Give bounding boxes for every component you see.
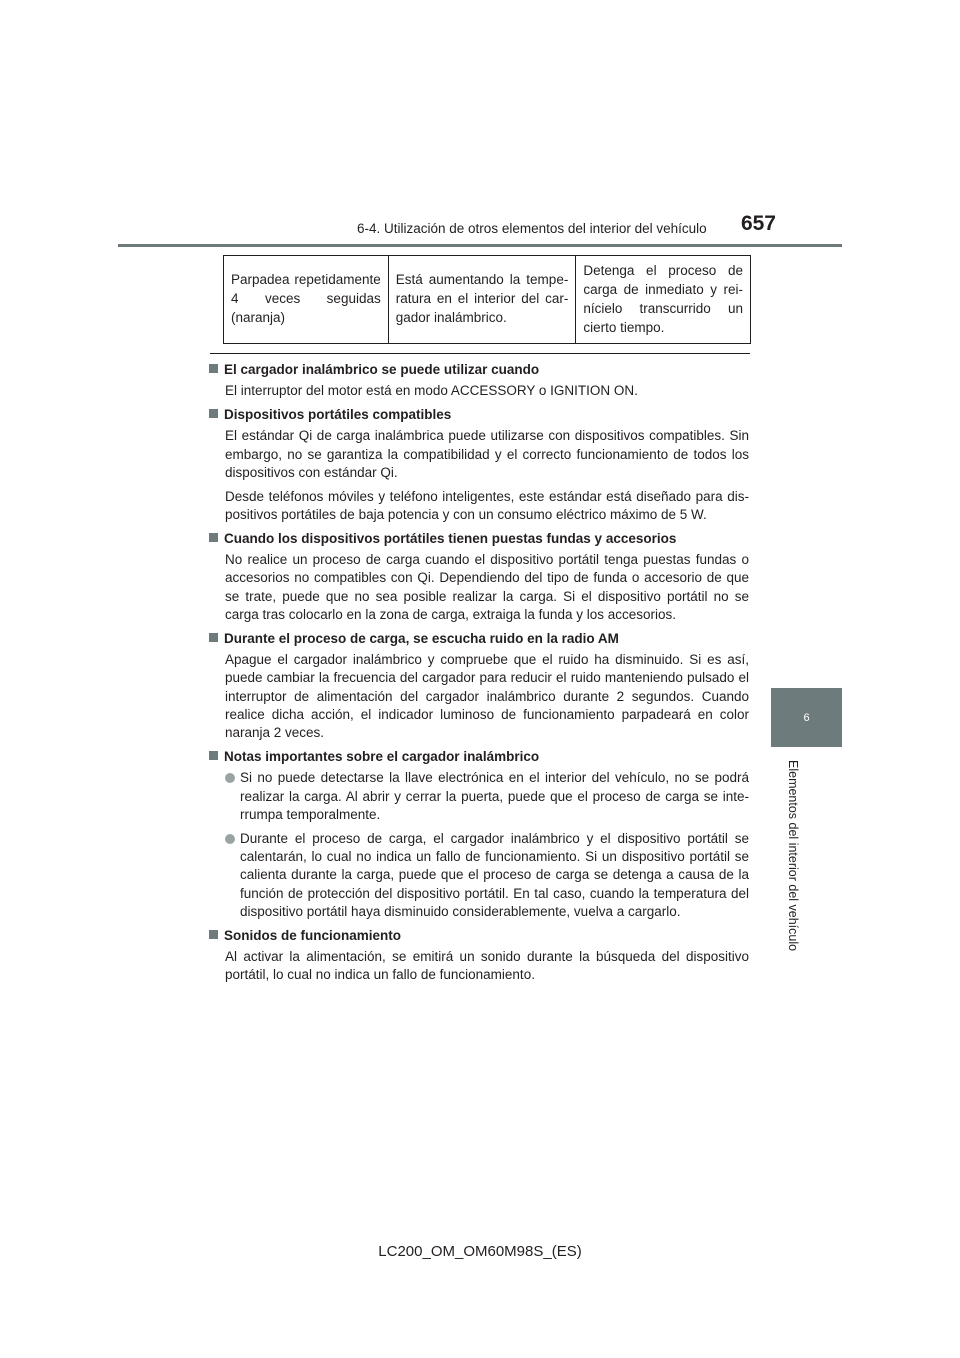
table-cell-status: Parpadea repetidamente 4 veces seguidas (naranja) <box>224 256 389 344</box>
table-cell-action: Detenga el proceso de carga de inmediato y rei-nícielo transcurrido un cierto tiempo. <box>576 256 751 344</box>
section-title: Notas importantes sobre el cargador inalámbrico <box>209 748 749 766</box>
section-title: El cargador inalámbrico se puede utilizar cuando <box>209 361 749 379</box>
page-number: 657 <box>740 212 776 235</box>
square-bullet-icon <box>209 751 218 760</box>
table-bottom-rule <box>210 353 750 354</box>
table-row <box>224 256 751 344</box>
header-rule <box>118 244 842 247</box>
section-title: Durante el proceso de carga, se escucha ruido en la radio AM <box>209 630 749 648</box>
indicator-table <box>223 255 751 344</box>
main-content <box>209 361 749 990</box>
section-usage-conditions <box>209 361 749 401</box>
square-bullet-icon <box>209 409 218 418</box>
list-item: Durante el proceso de carga, el cargador inalámbrico y el dispositivo portátil se calentarán, lo cual no indica un fallo de funcionamiento. Si un dispositivo portátil se calienta durante la carga, puede que el proceso de carga se detenga a causa de la función de protección del dispositivo portátil. En tal caso, cuando la temperatura del dispositivo portátil haya disminuido considerablemente, vuelva a cargarlo. <box>225 830 749 921</box>
section-compatible-devices <box>209 406 749 524</box>
chapter-tab <box>771 688 842 747</box>
square-bullet-icon <box>209 364 218 373</box>
list-item: Si no puede detectarse la llave electrónica en el interior del vehículo, no se podrá realizar la carga. Al abrir y cerrar la puerta, puede que el proceso de carga se inte-rrumpa temporalmente. <box>225 769 749 824</box>
section-important-notes <box>209 748 749 921</box>
round-bullet-icon <box>225 834 235 844</box>
section-title: Dispositivos portátiles compatibles <box>209 406 749 424</box>
paragraph: El interruptor del motor está en modo ACCESSORY o IGNITION ON. <box>225 383 638 399</box>
table-cell-cause: Está aumentando la tempe-ratura en el interior del car-gador inalámbrico. <box>388 256 576 344</box>
square-bullet-icon <box>209 633 218 642</box>
section-cases-accessories <box>209 530 749 624</box>
paragraph: No realice un proceso de carga cuando el dispositivo portátil tenga puestas fundas o accesorios no compatibles con Qi. Dependiendo del tipo de funda o accesorio de que se trate, puede que no sea posible realizar la carga. Si el dispositivo portátil no se carga tras colocarlo en la zona de carga, extraiga la funda y los accesorios. <box>225 552 749 623</box>
round-bullet-icon <box>225 773 235 783</box>
section-title: Sonidos de funcionamiento <box>209 927 749 945</box>
chapter-number: 6 <box>803 711 810 724</box>
section-title: Cuando los dispositivos portátiles tienen puestas fundas y accesorios <box>209 530 749 548</box>
paragraph: Desde teléfonos móviles y teléfono inteligentes, este estándar está diseñado para dis-positivos portátiles de baja potencia y con un consumo eléctrico máximo de 5 W. <box>225 488 749 523</box>
paragraph: El estándar Qi de carga inalámbrica puede utilizarse con dispositivos compatibles. Sin embargo, no se garantiza la compatibilidad y el correcto funcionamiento de todos los dispositivos con estándar Qi. <box>225 428 749 480</box>
paragraph: Apague el cargador inalámbrico y compruebe que el ruido ha disminuido. Si es así, puede cambiar la frecuencia del cargador para reducir el ruido manteniendo pulsado el interruptor de alimentación del cargador inalámbrico durante 2 segundos. Cuando realice dicha acción, el indicador luminoso de funcionamiento parpadeará en color naranja 2 veces. <box>225 652 749 741</box>
square-bullet-icon <box>209 930 218 939</box>
footer-document-code: LC200_OM_OM60M98S_(ES) <box>378 1243 582 1260</box>
section-header: 6-4. Utilización de otros elementos del interior del vehículo <box>357 221 707 236</box>
chapter-title-wrap <box>783 760 803 960</box>
chapter-title: Elementos del interior del vehículo <box>786 760 800 952</box>
paragraph: Al activar la alimentación, se emitirá un sonido durante la búsqueda del dispositivo portátil, lo cual no indica un fallo de funcionamiento. <box>225 949 749 983</box>
square-bullet-icon <box>209 533 218 542</box>
section-operation-sounds <box>209 927 749 985</box>
section-am-radio-noise <box>209 630 749 743</box>
